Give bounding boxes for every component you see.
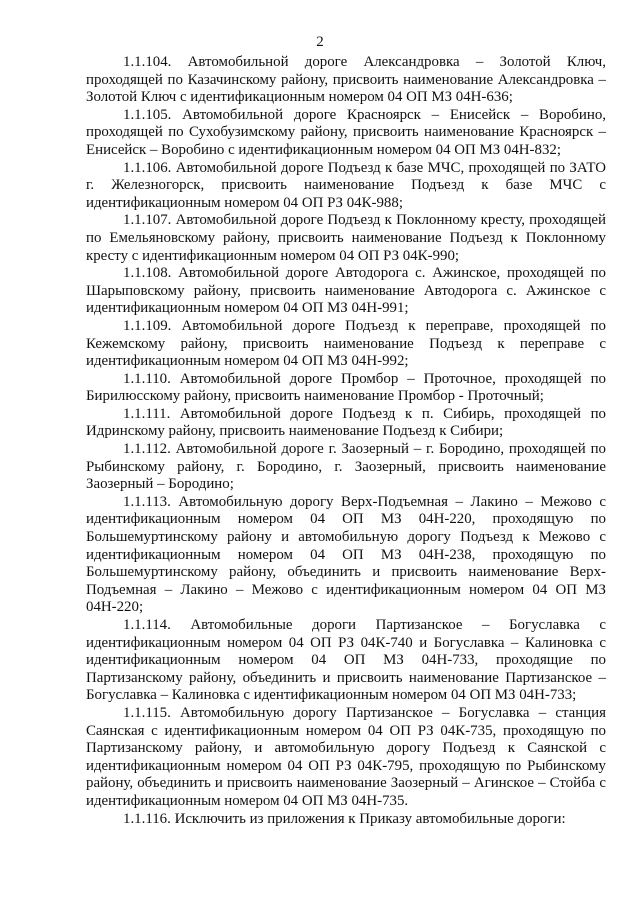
paragraph-1-1-114: 1.1.114. Автомобильные дороги Партизанское – Богуславка с идентификационным номером 04 ОП РЗ 04К-740 и Богуславка – Калиновка с идентификационным номером 04 ОП МЗ 04Н-733, проходящие по Партизанскому району, объединить и присвоить наименование Партизанское – Богуславка – Калиновка с идентификационным номером 04 ОП МЗ 04Н-733; [86, 617, 606, 704]
paragraph-1-1-116: 1.1.116. Исключить из приложения к Приказу автомобильные дороги: [123, 810, 566, 827]
paragraph-1-1-108: 1.1.108. Автомобильной дороге Автодорога с. Ажинское, проходящей по Шарыповскому району, присвоить наименование Автодорога с. Ажинское с идентификационным номером 04 ОП МЗ 04Н-991; [86, 265, 606, 317]
paragraph-1-1-111: 1.1.111. Автомобильной дороге Подъезд к п. Сибирь, проходящей по Идринскому району, присвоить наименование Подъезд к Сибири; [86, 405, 606, 440]
paragraph-1-1-113: 1.1.113. Автомобильную дорогу Верх-Подъемная – Лакино – Межово с идентификационным номером 04 ОП МЗ 04Н-220, проходящую по Большемуртинскому району и автомобильную дорогу Подъезд к Межово с идентификационным номером 04 ОП МЗ 04Н-238, проходящую по Большемуртинскому району, объединить и присвоить наименование Верх-Подъемная – Лакино – Межово с идентификационным номером 04 ОП МЗ 04Н-220; [86, 493, 606, 616]
paragraph-1-1-109: 1.1.109. Автомобильной дороге Подъезд к переправе, проходящей по Кежемскому району, присвоить наименование Подъезд к переправе с идентификационным номером 04 ОП МЗ 04Н-992; [86, 317, 606, 370]
document-body [86, 54, 606, 828]
paragraph-1-1-112: 1.1.112. Автомобильной дороге г. Заозерный – г. Бородино, проходящей по Рыбинскому району, г. Бородино, г. Заозерный, присвоить наименование Заозерный – Бородино; [86, 441, 606, 493]
paragraph-1-1-105: 1.1.105. Автомобильной дороге Красноярск – Енисейск – Воробино, проходящей по Сухобузимскому району, присвоить наименование Красноярск – Енисейск – Воробино с идентификационным номером 04 ОП МЗ 04Н-832; [86, 106, 606, 158]
page-number: 2 [316, 34, 324, 50]
paragraph-1-1-106: 1.1.106. Автомобильной дороге Подъезд к базе МЧС, проходящей по ЗАТО г. Железногорск, присвоить наименование Подъезд к базе МЧС с идентификационным номером 04 ОП РЗ 04К-988; [86, 159, 606, 211]
paragraph-1-1-104: 1.1.104. Автомобильной дороге Александровка – Золотой Ключ, проходящей по Казачинскому району, присвоить наименование Александровка – Золотой Ключ с идентификационным номером 04 ОП МЗ 04Н-636; [86, 54, 606, 106]
paragraph-1-1-107: 1.1.107. Автомобильной дороге Подъезд к Поклонному кресту, проходящей по Емельяновскому району, присвоить наименование Подъезд к Поклонному кресту с идентификационным номером 04 ОП РЗ 04К-990; [86, 212, 606, 264]
paragraph-1-1-115: 1.1.115. Автомобильную дорогу Партизанское – Богуславка – станция Саянская с идентификационным номером 04 ОП РЗ 04К-735, проходящую по Партизанскому району, и автомобильную дорогу Подъезд к Саянской с идентификационным номером 04 ОП РЗ 04К-795, проходящую по Рыбинскому району, объединить и присвоить наименование Заозерный – Агинское – Стойба с идентификационным номером 04 ОП МЗ 04Н-735. [86, 704, 606, 809]
paragraph-1-1-110: 1.1.110. Автомобильной дороге Промбор – Проточное, проходящей по Бирилюсскому району, присвоить наименование Промбор - Проточный; [86, 370, 606, 405]
